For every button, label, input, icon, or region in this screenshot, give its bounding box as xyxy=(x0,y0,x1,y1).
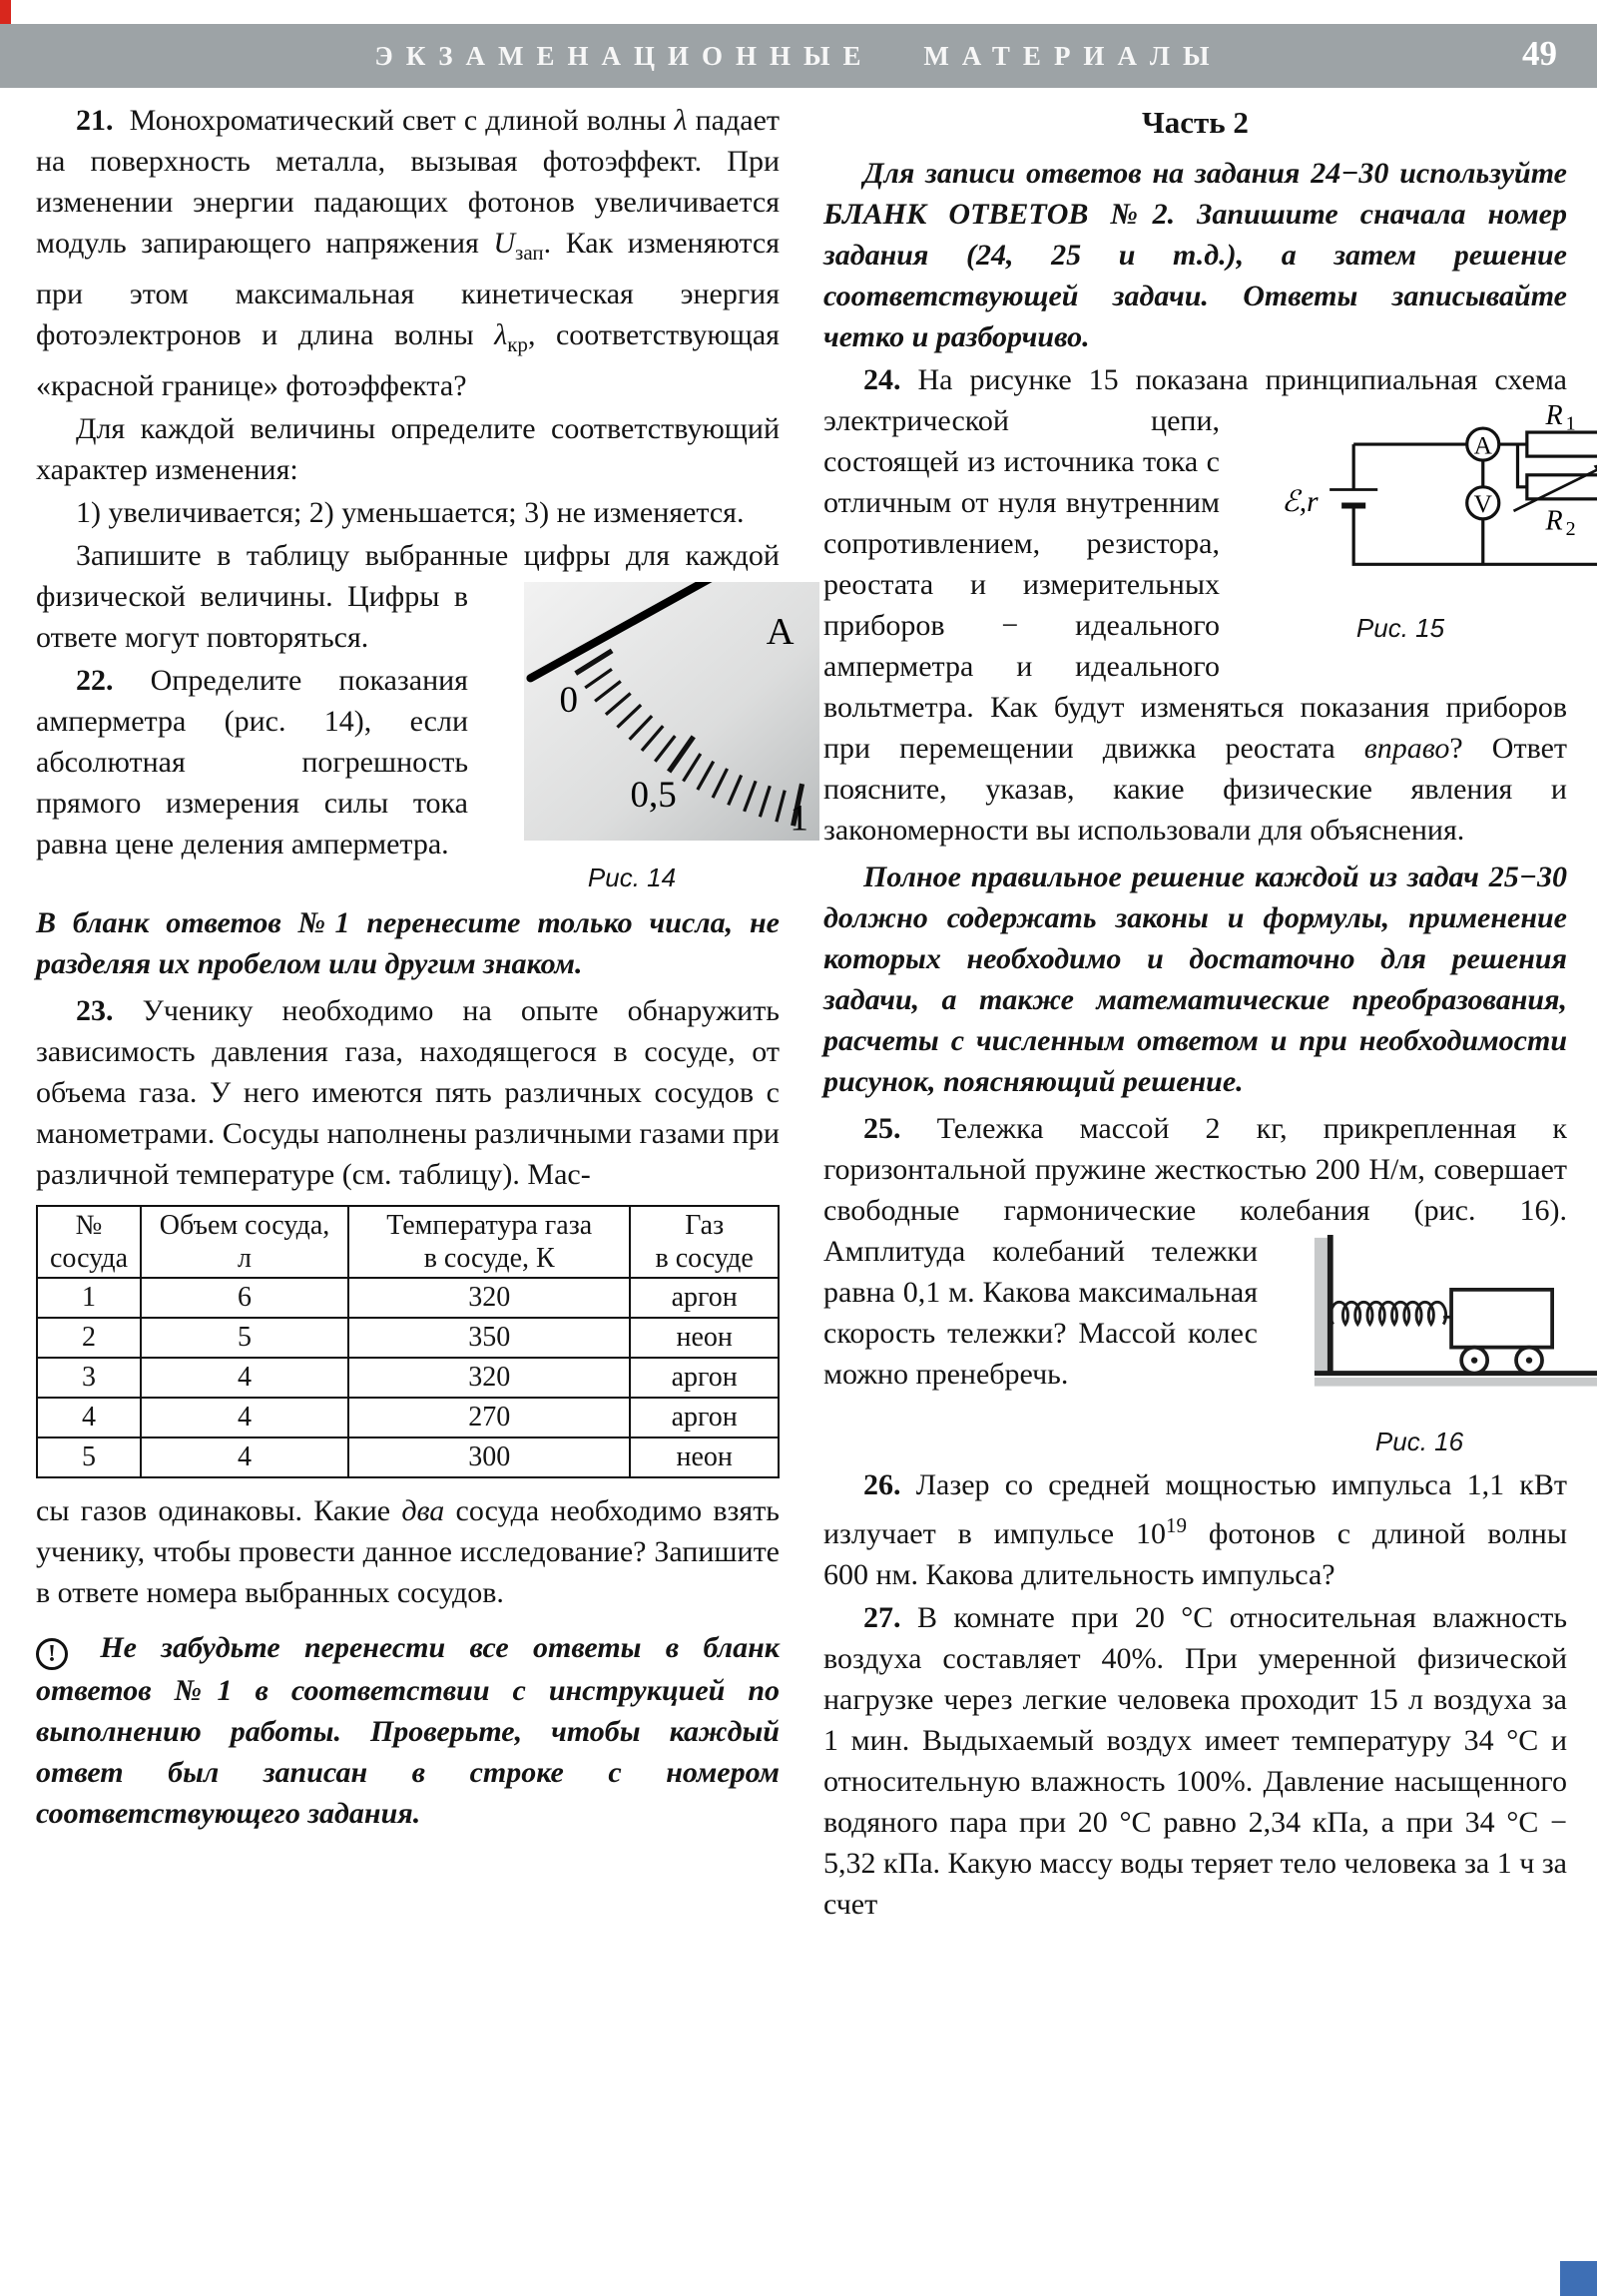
page-header xyxy=(0,24,1597,88)
r1-label: R xyxy=(1545,404,1563,432)
figure-15-caption: Рис. 15 xyxy=(1355,613,1445,644)
resistor-r1 xyxy=(1527,432,1597,456)
table-row xyxy=(37,1318,779,1358)
emf-label: ℰ,r xyxy=(1282,485,1319,518)
table-cell: неон xyxy=(630,1318,779,1358)
table-cell: аргон xyxy=(630,1278,779,1318)
voltmeter-letter: V xyxy=(1473,490,1492,519)
question-21: 21. Монохроматический свет с длиной волны λ падает на поверхность металла, вызывая фотоэффект. При изменении энергии падающих фотонов увеличивается модуль запирающего напряжения $U_{зап}$. Как изменяются при этом максимальная кинетическая энергия фотоэлектронов и длина волны $\lambda_{кр}$, соответствующая «красной границе» фотоэффекта? xyxy=(36,104,780,402)
table-header-gas: Газ в сосуде xyxy=(630,1206,779,1278)
table-cell: 320 xyxy=(348,1278,630,1318)
question-26: 26. Лазер со средней мощностью импульса 1,1 кВт излучает в импульсе $10^{19}$ фотонов с длиной волны 600 нм. Какова длительность импульса? xyxy=(823,1468,1568,1592)
transfer-warning-text: Не забудьте перенести все ответы в бланк ответов №1 в соответствии с инструкцией по выполнению работы. Проверьте, чтобы каждый ответ был записан в строке с номером соответствующего задания. xyxy=(36,1631,780,1830)
question-23-continued: сы газов одинаковы. Какие два сосуда необходимо взять ученику, чтобы провести данное исследование? Запишите в ответе номера выбранных сосудов. xyxy=(36,1494,780,1609)
ammeter-label-zero: 0 xyxy=(559,680,579,722)
full-solution-note: Полное правильное решение каждой из задач 25−30 должно содержать законы и формулы, применение которых необходимо и достаточно для решения задачи, а также математические преобразования, расчеты с численным ответом и при необходимости рисунок, поясняющий решение. xyxy=(823,861,1567,1098)
table-cell: 4 xyxy=(141,1437,348,1477)
table-header-vessel: № сосуда xyxy=(37,1206,141,1278)
question-24: 24. На рисунке 15 показана принципиальная ℰ,r A V R 1 R 2 Рис. 15 схема электрической цепи, состоящей из источника тока с отличным от нуля внутренним сопротивлением, резистора, реостата и измерительных приборов − идеального амперметра и идеального вольтметра. Как будут изменяться показания приборов при перемещении движка реостата вправо? Ответ поясните, указав, какие физические явления и закономерности вы использовали для объяснения. xyxy=(823,359,1567,851)
cart-body xyxy=(1451,1290,1552,1348)
page-header-title: ЭКЗАМЕНАЦИОННЫЕ МАТЕРИАЛЫ xyxy=(374,40,1223,71)
ammeter-letter: A xyxy=(1473,431,1492,460)
transfer-warning-note xyxy=(36,1627,780,1834)
ground-shading xyxy=(1315,1378,1597,1387)
circuit-figure xyxy=(1274,404,1597,591)
page-content xyxy=(36,100,1576,1927)
figure-14 xyxy=(484,582,808,898)
table-cell: 320 xyxy=(348,1358,630,1398)
table-cell: 3 xyxy=(37,1358,141,1398)
question-25: 25. Тележка массой 2 кг, прикрепленная к горизонтальной пружине жесткостью 200 Н/м, совершает свободные гармонические колебания (рис. 16). Рис. 16 Амплитуда колебаний тележки равна 0,1 м. Какова максимальная скорость тележки? Массой колес можно пренебречь. xyxy=(823,1108,1567,1395)
table-cell: 300 xyxy=(348,1437,630,1477)
table-header-volume: Объем сосуда, л xyxy=(141,1206,348,1278)
left-column xyxy=(36,100,808,1927)
part-2-heading: Часть 2 xyxy=(1142,105,1249,140)
question-21-table-note: Запишите в таблицу выбранные цифры для каждой физической величины. Цифры в 0 0,5 1 А Рис. 14 ответе могут повторяться. xyxy=(36,535,780,658)
cart-wheel-right-hub xyxy=(1526,1357,1532,1363)
table-cell: неон xyxy=(630,1437,779,1477)
question-21-options: 1) увеличивается; 2) уменьшается; 3) не изменяется. xyxy=(76,496,745,529)
figure-15 xyxy=(1234,404,1576,649)
table-cell: 2 xyxy=(37,1318,141,1358)
table-cell: аргон xyxy=(630,1358,779,1398)
question-22: 22. Определите показания амперметра (рис. 14), если абсолютная погрешность прямого измерения силы тока равна цене деления амперметра. xyxy=(36,664,468,861)
r1-sub: 1 xyxy=(1565,412,1576,435)
answer-sheet-note-1: В бланк ответов №1 перенесите только числа, не разделяя их пробелом или другим знаком. xyxy=(36,906,780,980)
table-cell: 1 xyxy=(37,1278,141,1318)
spring-coil xyxy=(1331,1302,1451,1324)
wall-shading xyxy=(1315,1238,1328,1374)
question-27: 27. В комнате при 20 °С относительная влажность воздуха составляет 40%. При умеренной физической нагрузке через легкие человека проходит 15 л воздуха за 1 мин. Выдыхаемый воздух имеет температуру 34 °С и относительную влажность 100%. Давление насыщенного водяного пара при 20 °С равно 2,34 кПа, а при 34 °С − 5,32 кПа. Какую массу воды теряет тело человека за 1 ч за счет xyxy=(823,1601,1567,1922)
cart-spring-figure xyxy=(1312,1235,1597,1405)
figure-14-caption: Рис. 14 xyxy=(587,862,677,892)
table-cell: 6 xyxy=(141,1278,348,1318)
table-row xyxy=(37,1398,779,1437)
right-column xyxy=(823,100,1576,1927)
page-number: 49 xyxy=(1522,34,1557,73)
table-cell: 270 xyxy=(348,1398,630,1437)
figure-16-caption: Рис. 16 xyxy=(1374,1427,1464,1457)
table-row xyxy=(37,1358,779,1398)
page-corner-square xyxy=(1560,2261,1597,2296)
table-cell: аргон xyxy=(630,1398,779,1437)
table-cell: 5 xyxy=(37,1437,141,1477)
part-2-instructions: Для записи ответов на задания 24−30 используйте БЛАНК ОТВЕТОВ №2. Запишите сначала номер задания (24, 25 и т.д.), а затем решение соответствующей задачи. Ответы записывайте четко и разборчиво. xyxy=(823,157,1567,353)
table-cell: 4 xyxy=(141,1358,348,1398)
table-row xyxy=(37,1278,779,1318)
ammeter-label-one: 1 xyxy=(790,798,808,840)
ammeter-figure xyxy=(524,582,819,841)
cart-wheel-left-hub xyxy=(1471,1357,1477,1363)
table-cell: 350 xyxy=(348,1318,630,1358)
question-23: 23. Ученику необходимо на опыте обнаружить зависимость давления газа, находящегося в сосуде, от объема газа. У него имеются пять различных сосудов с манометрами. Сосуды наполнены различными газами при различной температуре (см. таблицу). Мас- xyxy=(36,994,780,1191)
exclamation-icon: ! xyxy=(36,1638,68,1670)
table-row xyxy=(37,1437,779,1477)
table-header-row xyxy=(37,1206,779,1278)
ammeter-label-half: 0,5 xyxy=(630,774,677,816)
r2-label: R xyxy=(1545,505,1563,537)
page-edge-red-mark xyxy=(0,0,11,25)
table-cell: 4 xyxy=(141,1398,348,1437)
vessels-table xyxy=(36,1205,780,1478)
question-21-instruction: Для каждой величины определите соответствующий характер изменения: xyxy=(36,412,780,486)
r2-sub: 2 xyxy=(1565,517,1576,540)
figure-16 xyxy=(1272,1235,1567,1462)
table-header-temperature: Температура газа в сосуде, К xyxy=(348,1206,630,1278)
table-cell: 5 xyxy=(141,1318,348,1358)
table-cell: 4 xyxy=(37,1398,141,1437)
ammeter-unit-label: А xyxy=(766,611,795,654)
